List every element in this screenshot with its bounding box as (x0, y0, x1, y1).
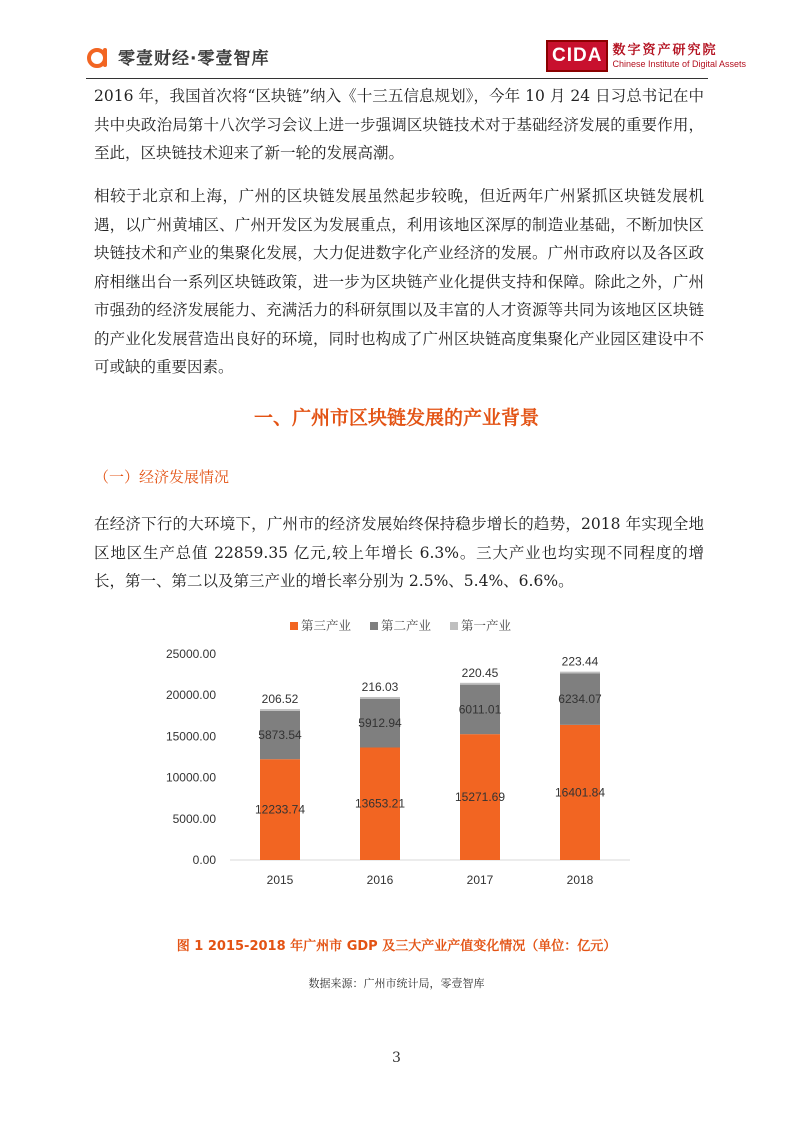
legend-swatch-1 (370, 622, 378, 630)
header-divider (86, 78, 708, 79)
data-label-2017-series-2: 220.45 (461, 665, 499, 680)
bar-2015-series-2 (260, 709, 300, 711)
data-label-2015-series-0: 12233.74 (254, 802, 306, 817)
data-label-2017-series-0: 15271.69 (454, 790, 506, 805)
page-header (0, 0, 793, 80)
y-tick-label: 5000.00 (172, 811, 216, 826)
data-label-2018-series-2: 223.44 (561, 654, 599, 669)
alpha-logo-icon (86, 45, 110, 69)
brand-logo-left (86, 44, 269, 69)
y-tick-label: 10000.00 (165, 770, 216, 785)
x-tick-label-2015: 2015 (266, 873, 294, 887)
x-tick-label-2017: 2017 (466, 873, 494, 887)
legend-label-2: 第一产业 (461, 619, 512, 633)
paragraph-1: 2016 年，我国首次将“区块链”纳入《十三五信息规划》，今年 10 月 24 日习总书记在中共中央政治局第十八次学习会议上进一步强调区块链技术对于基础经济发展的重要作用，至此，区块链技术迎来了新一轮的发展高潮。 (94, 87, 704, 162)
bar-2018-series-2 (560, 672, 600, 674)
brand-name-cn: 数字资产研究院 (612, 42, 718, 58)
figure-caption: 图 1 2015-2018 年广州市 GDP 及三大产业产值变化情况（单位：亿元） (176, 939, 617, 954)
y-tick-label: 15000.00 (165, 729, 216, 744)
data-label-2016-series-1: 5912.94 (358, 716, 402, 731)
x-tick-label-2016: 2016 (366, 873, 394, 887)
data-label-2016-series-2: 216.03 (361, 679, 399, 694)
data-label-2015-series-1: 5873.54 (258, 727, 302, 742)
subsection-title: （一）经济发展情况 (94, 468, 230, 486)
bar-2016-series-2 (360, 697, 400, 699)
x-tick-label-2018: 2018 (566, 873, 594, 887)
y-tick-label: 0.00 (192, 853, 216, 867)
data-label-2015-series-2: 206.52 (261, 692, 299, 707)
gdp-stacked-bar-chart (150, 612, 670, 902)
section-title: 一、广州市区块链发展的产业背景 (253, 407, 539, 429)
y-tick-label: 20000.00 (165, 688, 216, 703)
data-label-2016-series-0: 13653.21 (354, 796, 406, 811)
cida-logo: CIDA (546, 40, 608, 72)
data-label-2017-series-1: 6011.01 (458, 702, 502, 717)
page-number: 3 (392, 1050, 401, 1066)
legend-label-0: 第三产业 (301, 619, 352, 633)
legend-label-1: 第二产业 (381, 619, 432, 633)
brand-name-left: 零壹财经·零壹智库 (118, 49, 270, 69)
legend-swatch-0 (290, 622, 298, 630)
data-label-2018-series-0: 16401.84 (554, 785, 606, 800)
paragraph-2: 相较于北京和上海，广州的区块链发展虽然起步较晚，但近两年广州紧抓区块链发展机遇，以广州黄埔区、广州开发区为发展重点，利用该地区深厚的制造业基础，不断加快区块链技术和产业的集聚化发展，大力促进数字化产业经济的发展。广州市政府以及各区政府相继出台一系列区块链政策，进一步为区块链产业化提供支持和保障。除此之外，广州市强劲的经济发展能力、充满活力的科研氛围以及丰富的人才资源等共同为该地区区块链的产业化发展营造出良好的环境，同时也构成了广州区块链高度集聚化产业园区建设中不可或缺的重要因素。 (94, 187, 704, 376)
brand-logo-right (546, 40, 746, 72)
legend-swatch-2 (450, 622, 458, 630)
bar-2017-series-2 (460, 683, 500, 685)
data-source: 数据来源：广州市统计局，零壹智库 (308, 977, 485, 990)
data-label-2018-series-1: 6234.07 (558, 692, 602, 707)
y-tick-label: 25000.00 (165, 647, 216, 661)
paragraph-3: 在经济下行的大环境下，广州市的经济发展始终保持稳步增长的趋势，2018 年实现全地区地区生产总值 22859.35 亿元,较上年增长 6.3%。三大产业也均实现不同程度的增长，第一、第二以及第三产业的增长率分别为 2.5%、5.4%、6.6%。 (94, 515, 704, 590)
brand-name-en: Chinese Institute of Digital Assets (612, 58, 747, 69)
